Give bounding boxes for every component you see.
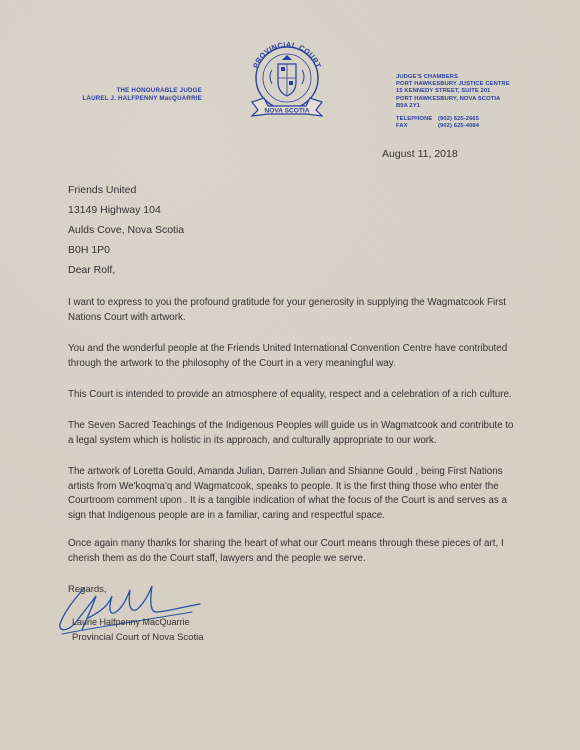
body-paragraph: This Court is intended to provide an atmosphere of equality, respect and a celebration of a rich culture. [68, 389, 512, 400]
court-seal-icon [242, 40, 332, 120]
judge-name: LAUREL J. HALFPENNY MacQUARRIE [82, 95, 202, 102]
letter-date: August 11, 2018 [382, 148, 458, 160]
judge-name-block [52, 87, 202, 103]
chambers-address-block [396, 74, 546, 130]
fax-label: FAX [396, 123, 408, 130]
signatory-name: Laurie Halfpenny MacQuarrie [72, 617, 190, 627]
body-paragraph: The Seven Sacred Teachings of the Indigenous Peoples will guide us in Wagmatcook and contribute to a legal system which is holistic in its approach, and culturally appropriate to our work. [68, 420, 514, 446]
greeting: Dear Rolf, [68, 264, 116, 276]
seal-top-text: PROVINCIAL COURT [250, 40, 324, 70]
judge-title: THE HONOURABLE JUDGE [116, 87, 202, 94]
telephone-row [396, 116, 546, 123]
body-paragraph: I want to express to you the profound gratitude for your generosity in supplying the Wagmatcook First Nations Court with artwork. [68, 297, 507, 323]
body-paragraph: You and the wonderful people at the Friends United International Convention Centre have contributed through the artwork to the philosophy of the Court in a very meaningful way. [68, 343, 508, 369]
chambers-line: 15 KENNEDY STREET, SUITE 201 [396, 88, 491, 95]
chambers-line: JUDGE'S CHAMBERS [396, 74, 458, 80]
chambers-line: PORT HAWKESBURY, NOVA SCOTIA [396, 95, 501, 102]
signatory-court: Provincial Court of Nova Scotia [72, 632, 204, 643]
recipient-line: 13149 Highway 104 [68, 204, 161, 216]
body-paragraph: Once again many thanks for sharing the heart of what our Court means through these pieces of art, I cherish them as do the Court staff, lawyers and the people we serve. [68, 538, 504, 564]
chambers-line: PORT HAWKESBURY JUSTICE CENTRE [396, 81, 510, 88]
body-paragraph: The artwork of Loretta Gould, Amanda Julian, Darren Julian and Shianne Gould , being First Nations artists from We'koqma'q and Wagmatcook, speaks to people. It is the first thing those who enter the Courtroom comment upon . It is a tangible indication of what the focus of the Court is and serves as a sign that Indigenous people are in a familiar, caring and respectful space. [68, 466, 507, 521]
chambers-line: B9A 2Y1 [396, 102, 421, 109]
recipient-line: B0H 1P0 [68, 244, 111, 256]
recipient-address [68, 180, 184, 260]
seal-bottom-text: NOVA SCOTIA [264, 107, 310, 115]
recipient-line: Aulds Cove, Nova Scotia [68, 224, 185, 236]
closing-regards: Regards, [68, 584, 107, 595]
recipient-line: Friends United [68, 184, 137, 196]
fax-row [396, 123, 546, 130]
fax-value: (902) 625-4084 [438, 123, 480, 130]
telephone-label: TELEPHONE [396, 116, 433, 123]
telephone-value: (902) 625-2665 [438, 116, 480, 123]
